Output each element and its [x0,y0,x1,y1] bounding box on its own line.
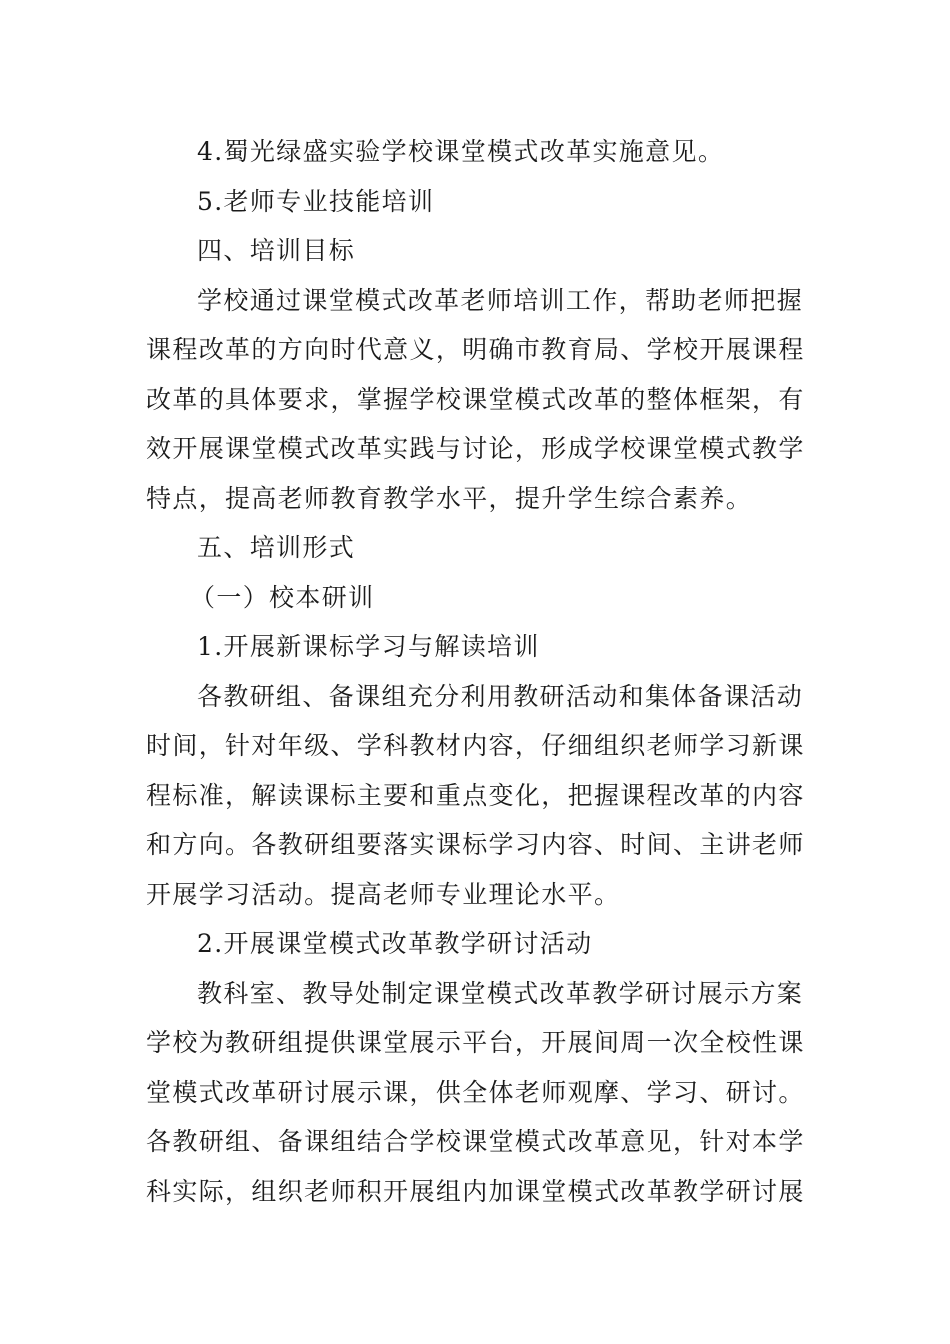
list-item: 2.开展课堂模式改革教学研讨活动 [197,929,593,958]
list-item: 5.老师专业技能培训 [197,186,435,216]
paragraph-line: 开展学习活动。提高老师专业理论水平。 [146,879,621,909]
subsection-heading: （一）校本研训 [190,582,375,612]
section-heading: 四、培训目标 [197,236,356,265]
paragraph-line: 各教研组、备课组充分利用教研活动和集体备课活动 [197,681,804,711]
paragraph-line: 特点，提高老师教育教学水平，提升学生综合素养。 [146,483,753,513]
paragraph-line: 效开展课堂模式改革实践与讨论，形成学校课堂模式教学 [146,434,805,463]
paragraph-line: 时间，针对年级、学科教材内容，仔细组织老师学习新课 [146,731,805,760]
paragraph-line: 各教研组、备课组结合学校课堂模式改革意见，针对本学 [146,1127,805,1156]
paragraph-line: 堂模式改革研讨展示课，供全体老师观摩、学习、研讨。 [146,1077,805,1107]
list-item: 4.蜀光绿盛实验学校课堂模式改革实施意见。 [197,137,725,166]
section-heading: 五、培训形式 [197,533,356,562]
paragraph-line: 改革的具体要求，掌握学校课堂模式改革的整体框架，有 [146,384,805,414]
paragraph-line: 学校为教研组提供课堂展示平台，开展间周一次全校性课 [146,1028,805,1057]
paragraph-line: 学校通过课堂模式改革老师培训工作，帮助老师把握 [197,285,804,315]
paragraph-line: 教科室、教导处制定课堂模式改革教学研讨展示方案 [197,978,804,1008]
paragraph-line: 科实际，组织老师积开展组内加课堂模式改革教学研讨展 [146,1176,805,1206]
paragraph-line: 和方向。各教研组要落实课标学习内容、时间、主讲老师 [146,830,805,859]
paragraph-line: 程标准，解读课标主要和重点变化，把握课程改革的内容 [146,780,805,810]
paragraph-line: 课程改革的方向时代意义，明确市教育局、学校开展课程 [146,335,805,364]
document-body [146,127,806,1216]
list-item: 1.开展新课标学习与解读培训 [197,632,540,661]
